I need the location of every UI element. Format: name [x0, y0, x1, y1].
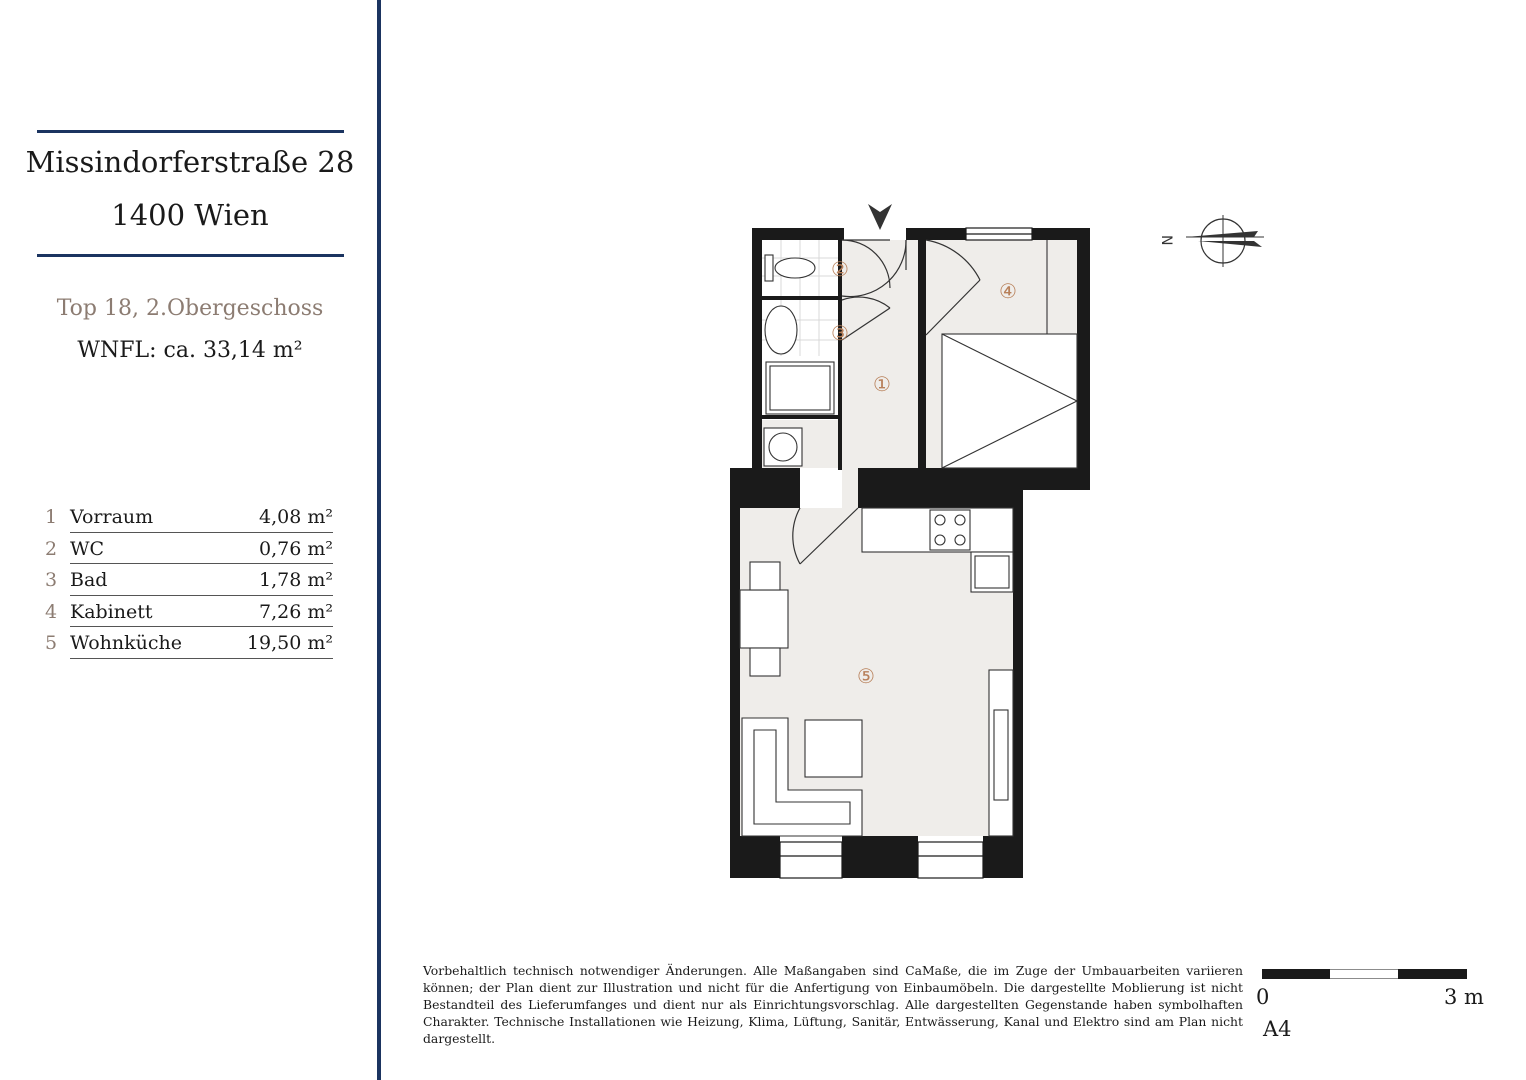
row-underline — [70, 563, 333, 564]
marker-1: ① — [873, 372, 891, 396]
room-number: 1 — [45, 506, 58, 528]
room-row — [40, 599, 333, 631]
street-address: Missindorferstraße 28 — [25, 145, 355, 179]
marker-2: ② — [831, 257, 849, 281]
room-row — [40, 630, 333, 662]
room-name: Wohnküche — [70, 632, 183, 654]
divider-line — [377, 0, 381, 1080]
wardrobe — [989, 670, 1013, 836]
entrance-arrow-icon — [868, 204, 892, 230]
disclaimer-text: Vorbehaltlich technisch notwendiger Änderungen. Alle Maßangaben sind CaMaße, die im Zuge der Umbauarbeiten variieren können; der Plan dient zur Illustration und nicht für die Anfertigung von Einbaumöbeln. Die dargestellte Moblierung ist nicht Bestandteil des Lieferumfanges und dient nur als Einrichtungsvorschlag. Alle dargestellten Gegenstande haben symbolhaften Charakter. Technische Installationen wie Heizung, Klima, Lüftung, Sanitär, Entwässerung, Kanal und Elektro sind am Plan nicht dargestellt. — [423, 963, 1243, 1046]
toilet-icon — [775, 258, 815, 278]
north-label: N — [1158, 235, 1174, 246]
dining-table — [740, 590, 788, 648]
row-underline — [70, 626, 333, 627]
marker-5: ⑤ — [857, 664, 875, 688]
room-number: 5 — [45, 632, 58, 654]
shower-icon — [766, 362, 834, 414]
floor-plan — [700, 195, 1300, 895]
room-area: 1,78 m² — [259, 569, 333, 591]
chair — [750, 648, 780, 676]
chair — [750, 562, 780, 590]
room-area: 0,76 m² — [259, 537, 333, 560]
city: 1400 Wien — [111, 198, 269, 232]
unit-label: Top 18, 2.Obergeschoss — [56, 296, 324, 321]
room-row — [40, 504, 333, 536]
bottom-rule — [37, 254, 344, 257]
room-number: 3 — [45, 569, 58, 591]
scale-start: 0 — [1256, 985, 1270, 1009]
room-name: Kabinett — [70, 600, 153, 623]
room-name: Vorraum — [70, 506, 154, 528]
room-row — [40, 567, 333, 599]
row-underline — [70, 532, 333, 533]
room-row — [40, 536, 333, 568]
compass-icon — [1158, 205, 1268, 275]
marker-4: ④ — [999, 279, 1017, 303]
room-name: WC — [70, 537, 105, 560]
room-number: 2 — [45, 537, 58, 560]
row-underline — [70, 595, 333, 596]
info-sidebar — [0, 0, 380, 1080]
row-underline — [70, 658, 333, 659]
coffee-table — [805, 720, 862, 777]
toilet-tank — [765, 255, 773, 281]
room-area: 19,50 m² — [246, 632, 333, 654]
paper-size: A4 — [1263, 1017, 1292, 1041]
scale-end: 3 m — [1444, 985, 1484, 1009]
scale-bar — [1262, 969, 1467, 979]
sink-icon — [765, 306, 797, 354]
living-area: WNFL: ca. 33,14 m² — [77, 338, 303, 363]
room-area: 4,08 m² — [259, 506, 333, 528]
room-name: Bad — [70, 569, 108, 591]
room-number: 4 — [45, 600, 58, 623]
marker-3: ③ — [831, 321, 849, 345]
room-area: 7,26 m² — [259, 600, 333, 623]
fridge-icon — [971, 552, 1013, 592]
top-rule — [37, 130, 344, 133]
room-table — [40, 504, 333, 662]
stove-icon — [930, 510, 970, 550]
